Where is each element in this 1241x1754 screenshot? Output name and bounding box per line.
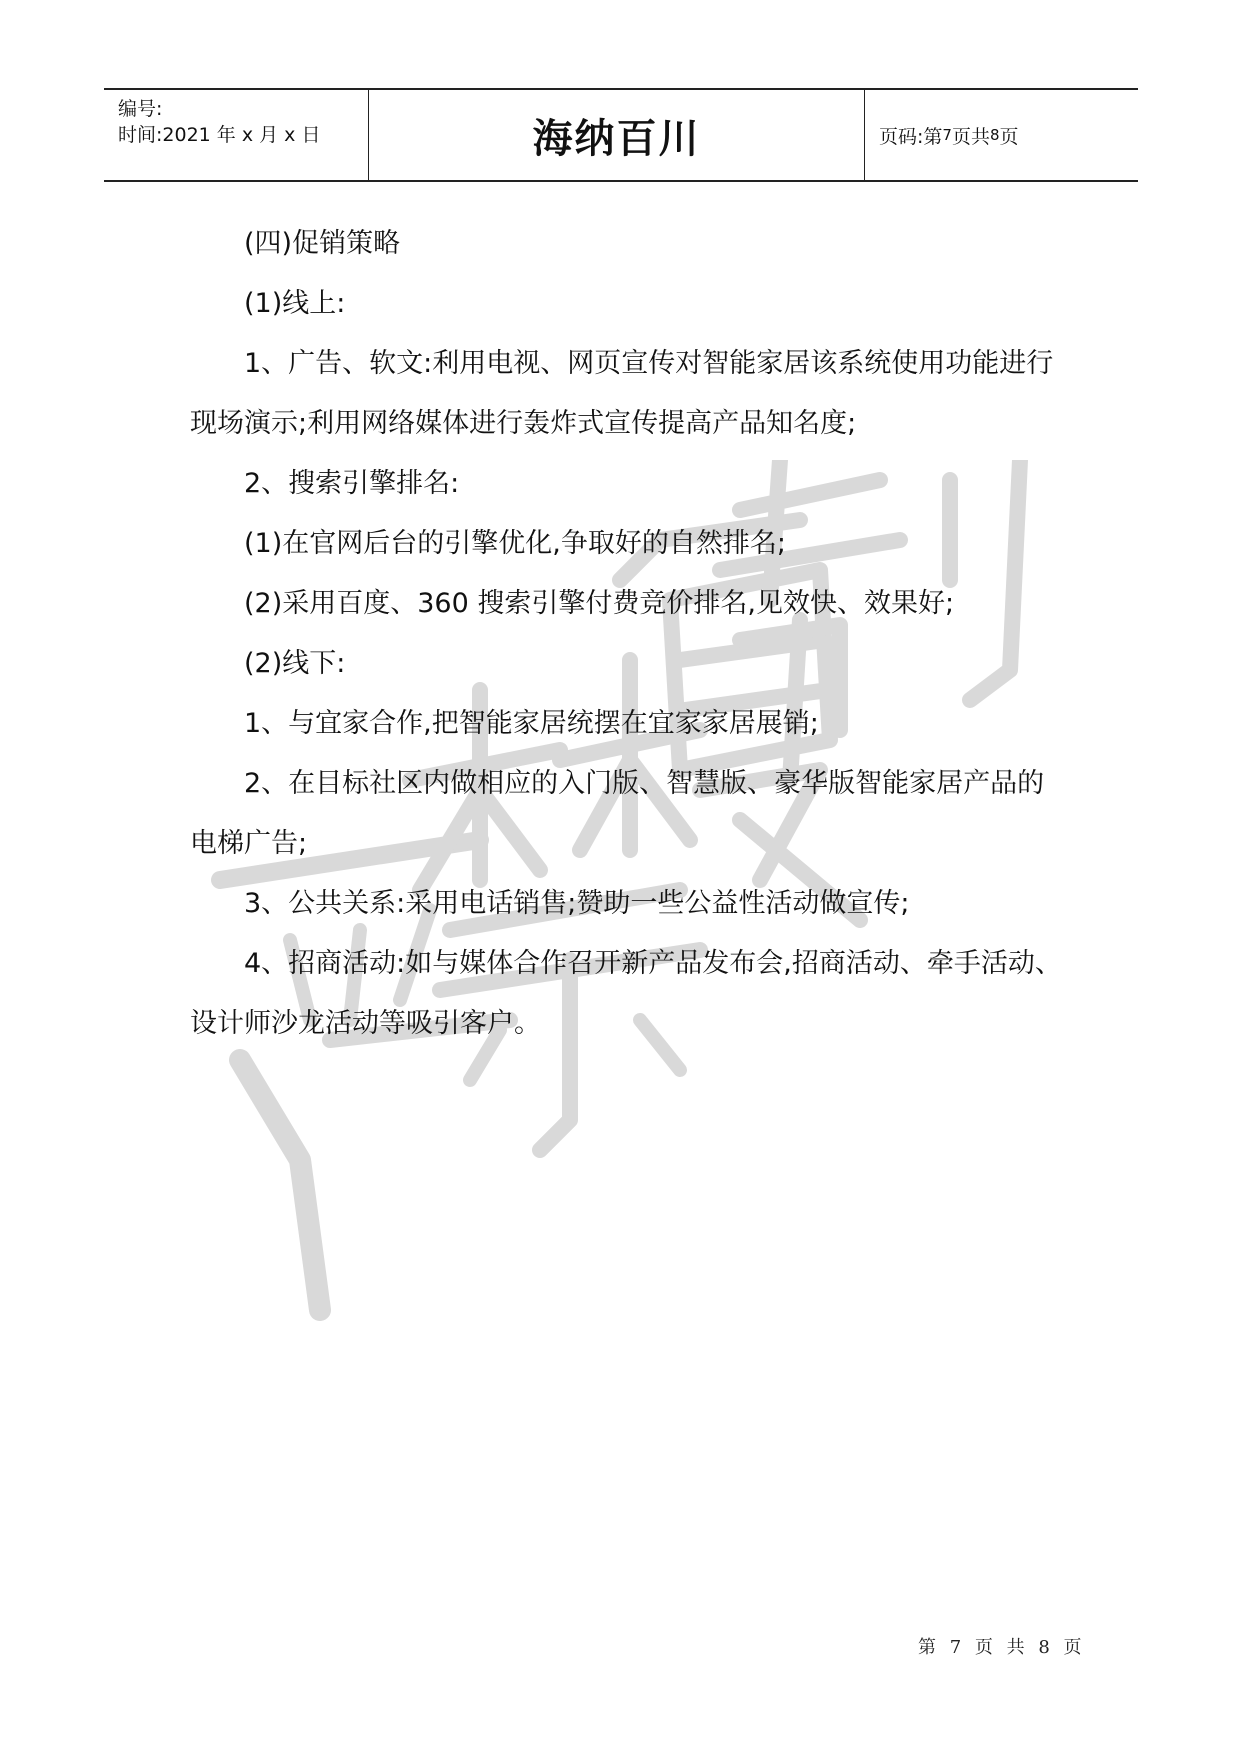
page-total: 8	[989, 126, 1000, 144]
page-footer: 第 7 页 共 8 页	[918, 1637, 1086, 1658]
paragraph: 1、广告、软文:利用电视、网页宣传对智能家居该系统使用功能进行现场演示;利用网络媒体进行轰炸式宣传提高产品知名度;	[190, 348, 1054, 439]
header-page-info	[865, 90, 1138, 180]
subsection-online: (1)线上:	[244, 288, 346, 319]
page-suffix: 页	[999, 125, 1019, 148]
section-heading: (四)促销策略	[244, 228, 401, 259]
company-title: 海纳百川	[369, 90, 865, 180]
paragraph: 4、招商活动:如与媒体合作召开新产品发布会,招商活动、牵手活动、设计师沙龙活动等吸引客户。	[190, 948, 1062, 1039]
document-body	[190, 214, 1070, 1054]
paragraph: 1、与宜家合作,把智能家居统摆在宜家家居展销;	[244, 708, 819, 739]
paragraph: 2、在目标社区内做相应的入门版、智慧版、豪华版智能家居产品的电梯广告;	[190, 768, 1045, 859]
paragraph: (2)采用百度、360 搜索引擎付费竞价排名,见效快、效果好;	[244, 588, 955, 619]
page-prefix: 页码:第	[879, 125, 943, 148]
subsection-offline: (2)线下:	[244, 648, 346, 679]
paragraph: (1)在官网后台的引擎优化,争取好的自然排名;	[244, 528, 786, 559]
paragraph: 3、公共关系:采用电话销售;赞助一些公益性活动做宣传;	[244, 888, 910, 919]
page-current: 7	[942, 126, 952, 144]
document-header	[104, 88, 1138, 182]
header-meta	[104, 90, 369, 180]
page-middle: 页共	[951, 125, 990, 148]
document-time: 时间:2021 年 x 月 x 日	[118, 124, 321, 146]
paragraph: 2、搜索引擎排名:	[244, 468, 460, 499]
document-number-label: 编号:	[118, 98, 163, 120]
